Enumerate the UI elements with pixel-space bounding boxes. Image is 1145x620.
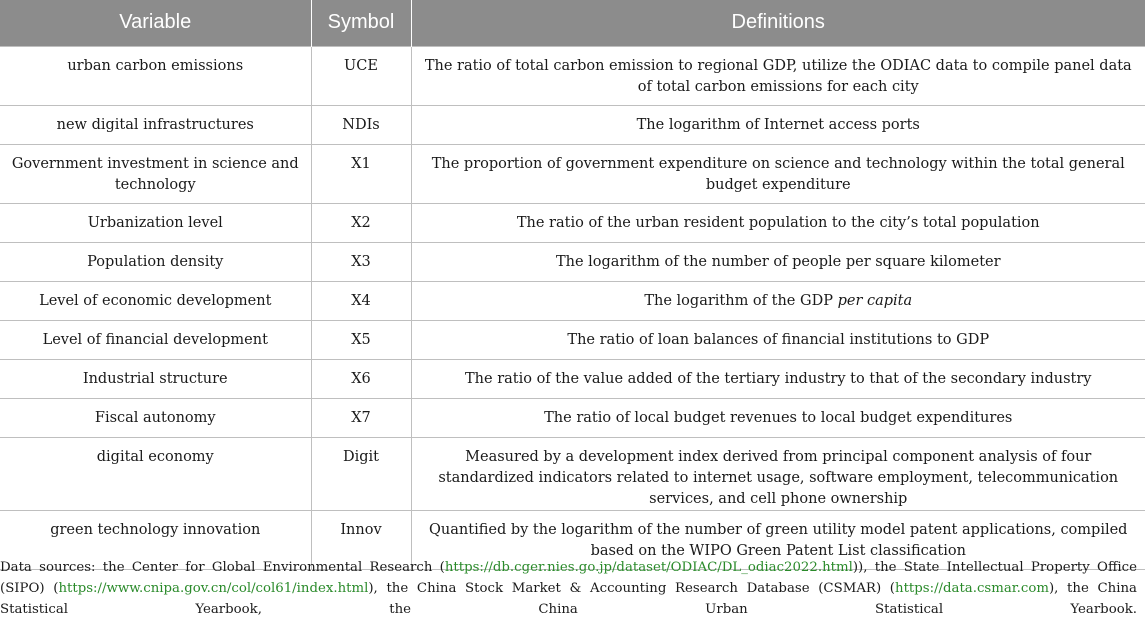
header-variable: Variable [0,0,311,46]
table-row [0,320,1145,359]
variable-cell: Industrial structure [0,359,311,398]
definition-cell: The ratio of the value added of the tertiary industry to that of the secondary industry [411,359,1145,398]
variable-cell: Fiscal autonomy [0,398,311,437]
table-row [0,359,1145,398]
variable-cell: Level of financial development [0,320,311,359]
variable-cell: digital economy [0,437,311,510]
header-definitions: Definitions [411,0,1145,46]
table-row [0,46,1145,105]
footnote-text: ), the China Statistical Yearbook, the China Urban Statistical Yearbook. [0,581,1137,617]
definition-cell: Measured by a development index derived from principal component analysis of four standardized indicators related to internet usage, software employment, telecommunication services, and cell phone ownership [411,437,1145,510]
table-row [0,203,1145,242]
odiac-link[interactable]: https://db.cger.nies.go.jp/dataset/ODIAC/DL_odiac2022.html [444,560,853,575]
table-row [0,281,1145,320]
symbol-cell: X1 [311,144,411,203]
variable-cell: Population density [0,242,311,281]
symbol-cell: Digit [311,437,411,510]
variable-cell: urban carbon emissions [0,46,311,105]
table-row [0,437,1145,510]
symbol-cell: X7 [311,398,411,437]
definition-cell: The ratio of total carbon emission to regional GDP, utilize the ODIAC data to compile panel data of total carbon emissions for each city [411,46,1145,105]
definition-cell [411,281,1145,320]
variable-cell: green technology innovation [0,510,311,569]
definition-cell: The logarithm of the number of people per square kilometer [411,242,1145,281]
table-row [0,105,1145,144]
symbol-cell: UCE [311,46,411,105]
definition-cell: The ratio of local budget revenues to local budget expenditures [411,398,1145,437]
table-footnote [0,557,1137,620]
table-row [0,398,1145,437]
footnote-text: Data sources: the Center for Global Environmental Research ( [0,560,445,575]
header-symbol: Symbol [311,0,411,46]
variable-cell: Urbanization level [0,203,311,242]
table-row [0,242,1145,281]
cnipa-link[interactable]: https://www.cnipa.gov.cn/col/col61/index.html [58,581,369,596]
definition-italic-text: per capita [837,292,913,309]
symbol-cell: X3 [311,242,411,281]
definition-text: The logarithm of the GDP [644,292,838,309]
definition-cell: The proportion of government expenditure on science and technology within the total general budget expenditure [411,144,1145,203]
symbol-cell: X5 [311,320,411,359]
definition-cell: The ratio of the urban resident population to the city’s total population [411,203,1145,242]
symbol-cell: Innov [311,510,411,569]
footnote-text: )), the State Intellectual Property Office (SIPO) ( [0,560,1137,596]
definition-cell: The logarithm of Internet access ports [411,105,1145,144]
definition-cell: Quantified by the logarithm of the number of green utility model patent applications, compiled based on the WIPO Green Patent List classification [411,510,1145,569]
variable-cell: Level of economic development [0,281,311,320]
variable-cell: Government investment in science and technology [0,144,311,203]
footnote-text: ), the China Stock Market & Accounting Research Database (CSMAR) ( [368,581,895,596]
variable-cell: new digital infrastructures [0,105,311,144]
symbol-cell: X4 [311,281,411,320]
symbol-cell: X6 [311,359,411,398]
table-header-row [0,0,1145,46]
symbol-cell: X2 [311,203,411,242]
definition-cell: The ratio of loan balances of financial institutions to GDP [411,320,1145,359]
symbol-cell: NDIs [311,105,411,144]
table-row [0,144,1145,203]
csmar-link[interactable]: https://data.csmar.com [895,581,1049,596]
